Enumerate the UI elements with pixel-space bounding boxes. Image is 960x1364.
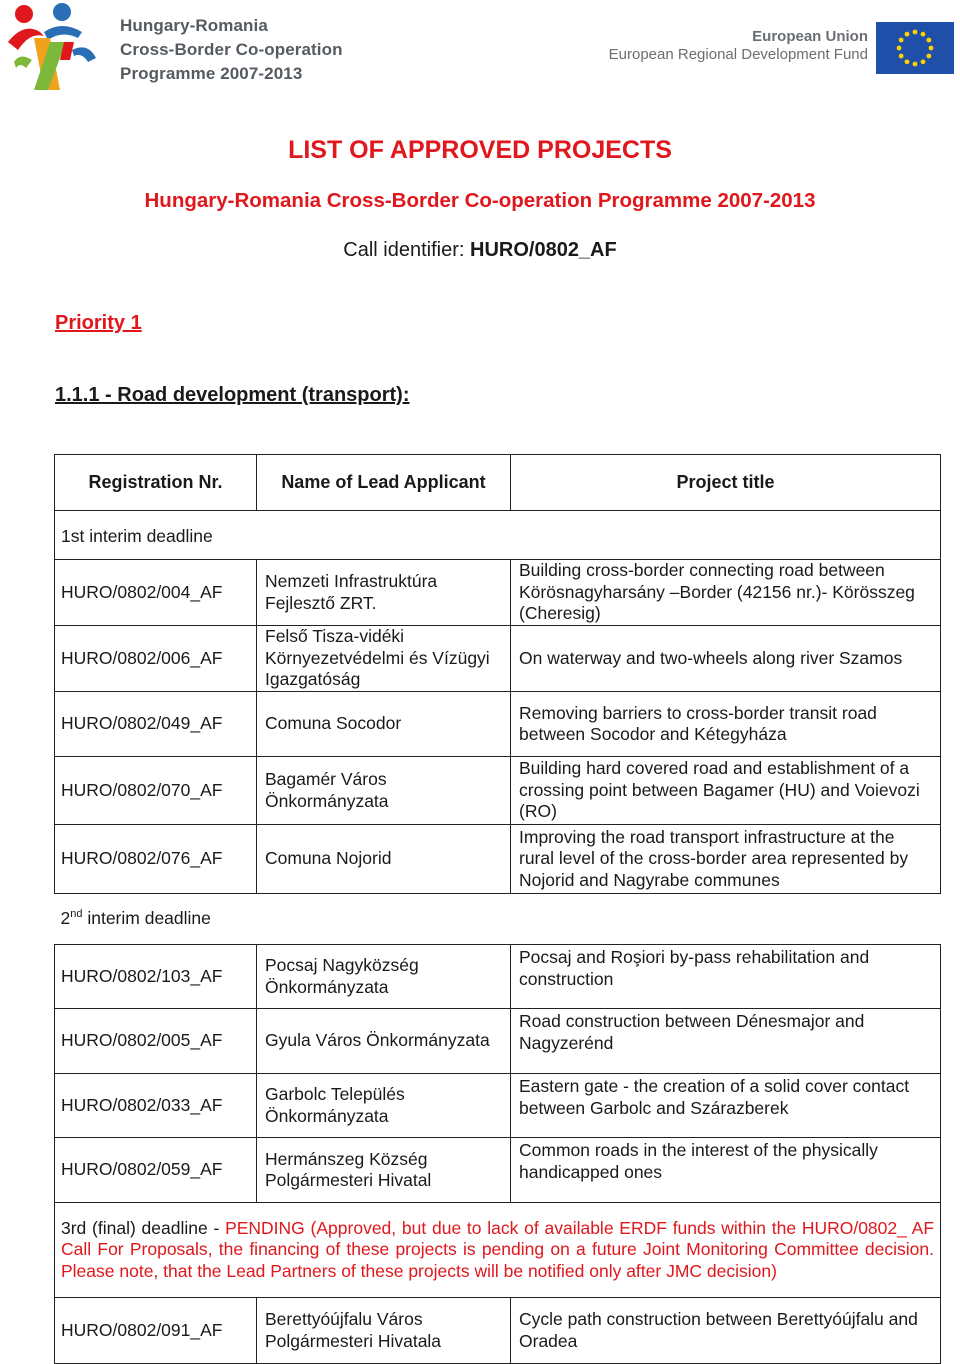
- registration-cell: HURO/0802/070_AF: [55, 757, 257, 825]
- page-title: LIST OF APPROVED PROJECTS: [288, 136, 672, 164]
- project-title-cell: Cycle path construction between Berettyóújfalu and Oradea: [511, 1298, 941, 1364]
- deadline-row-1: [55, 511, 941, 560]
- project-title-cell: Eastern gate - the creation of a solid cover contact between Garbolc and Szárazberek: [511, 1074, 941, 1138]
- applicant-cell: Felső Tisza-vidéki Környezetvédelmi és Vízügyi Igazgatóság: [257, 626, 511, 692]
- eu-star-icon: [905, 59, 910, 64]
- deadline-row-2: [55, 894, 941, 945]
- applicant-cell: Comuna Socodor: [257, 692, 511, 757]
- registration-cell: HURO/0802/006_AF: [55, 626, 257, 692]
- priority-heading: Priority 1: [55, 312, 142, 334]
- eu-logo: [594, 22, 954, 74]
- registration-cell: HURO/0802/091_AF: [55, 1298, 257, 1364]
- table-row: [55, 692, 941, 757]
- eu-subtitle: European Regional Development Fund: [608, 46, 868, 63]
- eu-star-icon: [905, 32, 910, 37]
- programme-logo: [4, 2, 344, 94]
- table-row: [55, 626, 941, 692]
- registration-cell: HURO/0802/103_AF: [55, 945, 257, 1009]
- table-row: [55, 825, 941, 894]
- eu-star-icon: [899, 54, 904, 59]
- pending-note-prefix: 3rd (final) deadline -: [61, 1217, 226, 1238]
- eu-star-icon: [929, 46, 934, 51]
- project-title-cell: Improving the road transport infrastructure at the rural level of the cross-border area represented by Nojorid and Nagyrabe communes: [511, 825, 941, 894]
- eu-star-icon: [913, 30, 918, 35]
- eu-star-icon: [897, 46, 902, 51]
- table-row: [55, 1138, 941, 1203]
- deadline-2-label: [55, 894, 941, 945]
- logo-line-3: Programme 2007-2013: [120, 64, 303, 83]
- logo-line-2: Cross-Border Co-operation: [120, 40, 343, 59]
- deadline-2-suffix: nd: [70, 908, 83, 921]
- eu-flag-icon: [876, 22, 954, 74]
- registration-cell: HURO/0802/076_AF: [55, 825, 257, 894]
- table-row: [55, 945, 941, 1009]
- table-row: [55, 1074, 941, 1138]
- call-id: HURO/0802_AF: [470, 239, 617, 261]
- call-label: Call identifier:: [343, 239, 470, 261]
- eu-star-icon: [899, 38, 904, 43]
- eu-logo-text: [609, 28, 868, 64]
- registration-cell: HURO/0802/033_AF: [55, 1074, 257, 1138]
- projects-table: [54, 454, 940, 1364]
- project-title-cell: Pocsaj and Roşiori by-pass rehabilitation and construction: [511, 945, 941, 1009]
- table-row: [55, 1009, 941, 1074]
- pending-note: [55, 1203, 941, 1298]
- eu-title: European Union: [752, 28, 868, 45]
- eu-star-icon: [913, 62, 918, 67]
- applicant-cell: Nemzeti Infrastruktúra Fejlesztő ZRT.: [257, 560, 511, 626]
- registration-cell: HURO/0802/059_AF: [55, 1138, 257, 1203]
- applicant-cell: Hermánszeg Község Polgármesteri Hivatal: [257, 1138, 511, 1203]
- applicant-cell: Bagamér Város Önkormányzata: [257, 757, 511, 825]
- header-registration: Registration Nr.: [55, 455, 257, 511]
- eu-star-icon: [921, 59, 926, 64]
- project-title-cell: Building cross-border connecting road between Körösnagyharsány –Border (42156 nr.)- Körösszeg (Cheresig): [511, 560, 941, 626]
- table-row: [55, 560, 941, 626]
- section-heading: 1.1.1 - Road development (transport):: [55, 384, 410, 406]
- registration-cell: HURO/0802/049_AF: [55, 692, 257, 757]
- header-applicant: Name of Lead Applicant: [257, 455, 511, 511]
- page-subtitle: Hungary-Romania Cross-Border Co-operation Programme 2007-2013: [144, 189, 816, 212]
- call-identifier: [0, 239, 960, 262]
- table-row: [55, 757, 941, 825]
- eu-star-icon: [921, 32, 926, 37]
- project-title-cell: Road construction between Dénesmajor and Nagyzerénd: [511, 1009, 941, 1074]
- eu-star-icon: [926, 54, 931, 59]
- project-title-cell: Common roads in the interest of the physically handicapped ones: [511, 1138, 941, 1203]
- header-project-title: Project title: [511, 455, 941, 511]
- deadline-2-number: 2: [60, 908, 71, 929]
- project-title-cell: Building hard covered road and establishment of a crossing point between Bagamer (HU) and Voievozi (RO): [511, 757, 941, 825]
- applicant-cell: Pocsaj Nagyközség Önkormányzata: [257, 945, 511, 1009]
- eu-star-icon: [926, 38, 931, 43]
- applicant-cell: Comuna Nojorid: [257, 825, 511, 894]
- programme-logo-text: [120, 14, 343, 86]
- registration-cell: HURO/0802/005_AF: [55, 1009, 257, 1074]
- table-header-row: [55, 455, 941, 511]
- registration-cell: HURO/0802/004_AF: [55, 560, 257, 626]
- project-title-cell: On waterway and two-wheels along river Szamos: [511, 626, 941, 692]
- applicant-cell: Berettyóújfalu Város Polgármesteri Hivatala: [257, 1298, 511, 1364]
- project-title-cell: Removing barriers to cross-border transit road between Socodor and Kétegyháza: [511, 692, 941, 757]
- deadline-1-label: 1st interim deadline: [55, 511, 941, 560]
- pending-note-text: PENDING (Approved, but due to lack of available ERDF funds within the HURO/0802_ AF Call For Proposals, the financing of these projects is pending on a future Joint Monitoring Committee decision. Please note, that the Lead Partners of these projects will be notified only after JMC decision): [61, 1217, 935, 1281]
- pending-note-row: [55, 1203, 941, 1298]
- table-row: [55, 1298, 941, 1364]
- deadline-2-text: interim deadline: [82, 908, 211, 929]
- programme-logo-mark: [4, 2, 104, 94]
- logo-line-1: Hungary-Romania: [120, 16, 268, 35]
- applicant-cell: Garbolc Település Önkormányzata: [257, 1074, 511, 1138]
- applicant-cell: Gyula Város Önkormányzata: [257, 1009, 511, 1074]
